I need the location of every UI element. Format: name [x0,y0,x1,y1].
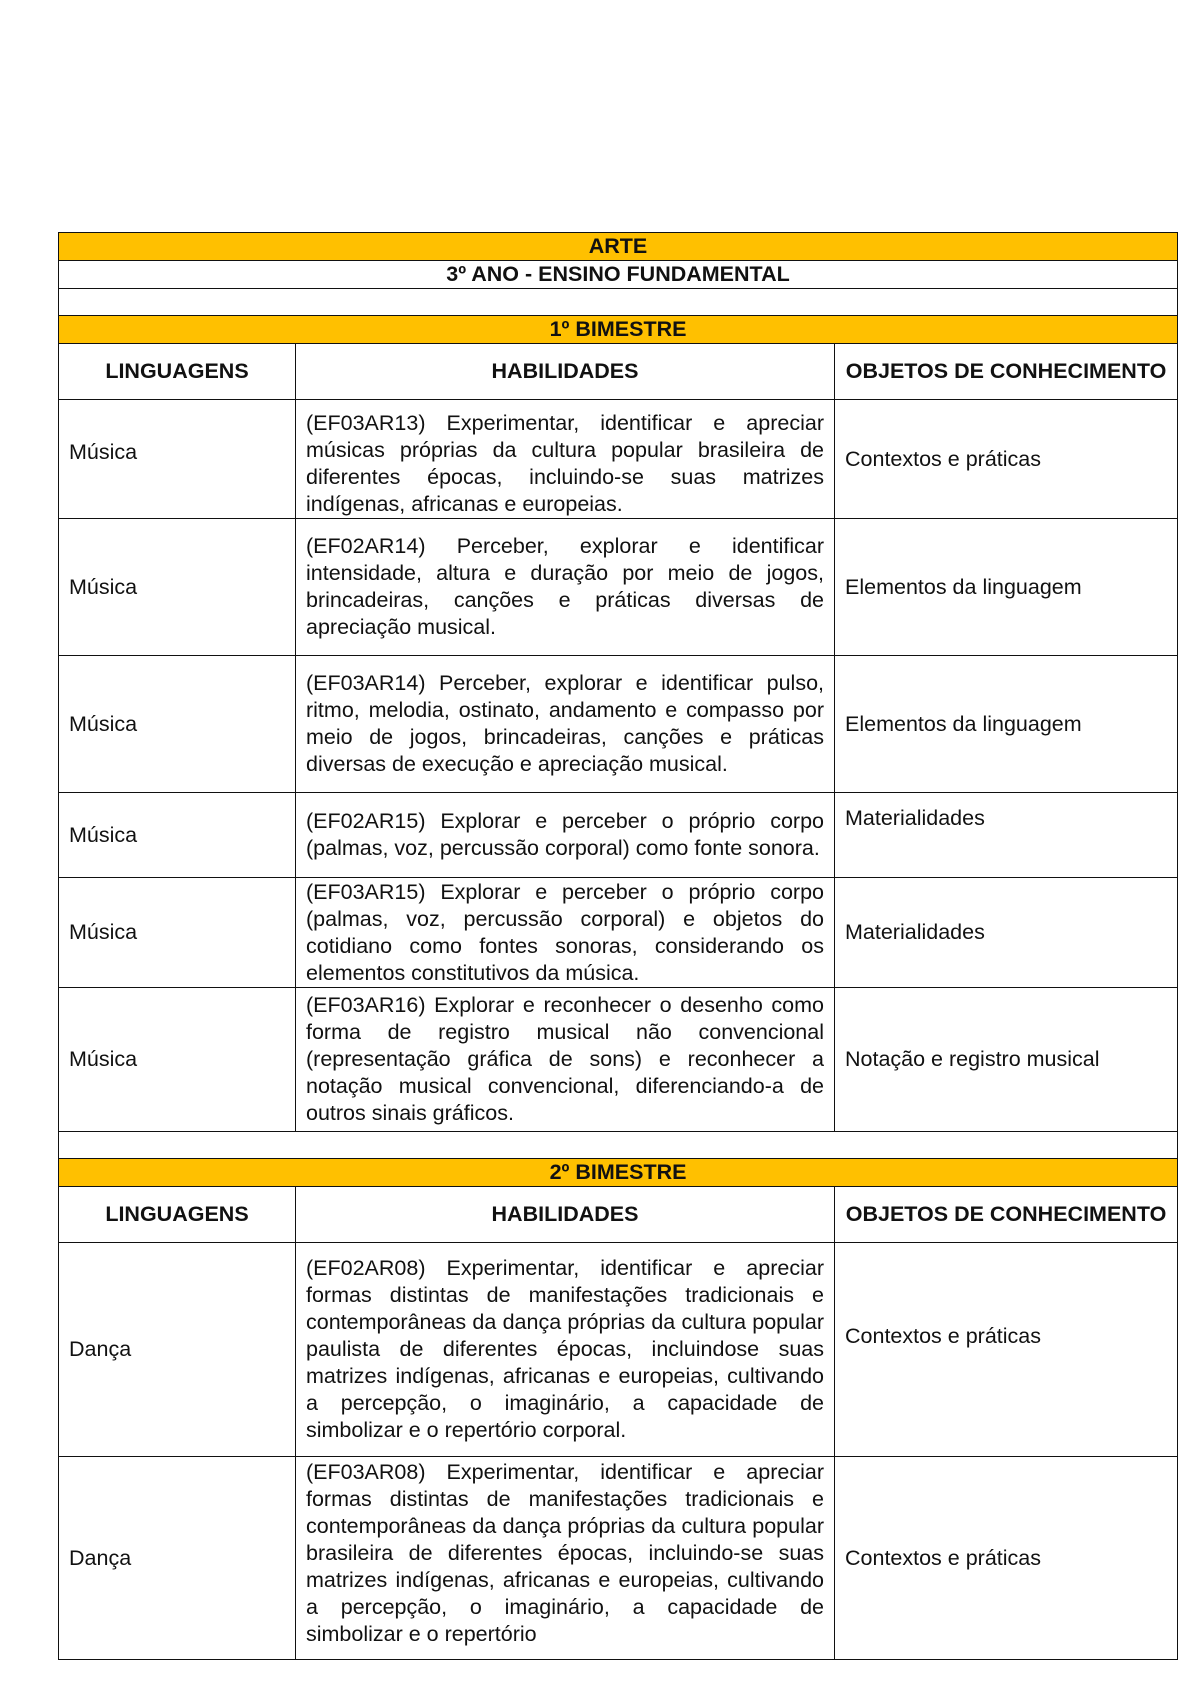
language-cell: Música [59,793,296,878]
grade-title: 3º ANO - ENSINO FUNDAMENTAL [59,261,1178,289]
table-row [59,988,1178,1132]
skill-cell: (EF02AR14) Perceber, explorar e identificar intensidade, altura e duração por meio de jogos, brincadeiras, canções e práticas diversas de apreciação musical. [296,519,835,656]
table-row [59,793,1178,878]
language-cell: Música [59,519,296,656]
table-row [59,656,1178,793]
object-cell: Contextos e práticas [835,400,1178,519]
language-cell: Música [59,878,296,988]
language-cell: Dança [59,1457,296,1660]
subject-row [59,233,1178,261]
language-cell: Música [59,988,296,1132]
object-cell: Elementos da linguagem [835,656,1178,793]
col-header-objects: OBJETOS DE CONHECIMENTO [835,344,1178,400]
table-row [59,1243,1178,1457]
column-header-row [59,1187,1178,1243]
subject-title: ARTE [59,233,1178,261]
section-header-row [59,316,1178,344]
skill-cell: (EF03AR15) Explorar e perceber o próprio corpo (palmas, voz, percussão corporal) e objetos do cotidiano como fontes sonoras, considerando os elementos constitutivos da música. [296,878,835,988]
skill-cell: (EF03AR13) Experimentar, identificar e apreciar músicas próprias da cultura popular brasileira de diferentes épocas, incluindo-se suas matrizes indígenas, africanas e europeias. [296,400,835,519]
language-cell: Dança [59,1243,296,1457]
column-header-row [59,344,1178,400]
table-row [59,1457,1178,1660]
object-cell: Materialidades [835,878,1178,988]
col-header-languages: LINGUAGENS [59,1187,296,1243]
skill-cell: (EF03AR16) Explorar e reconhecer o desenho como forma de registro musical não convencional (representação gráfica de sons) e reconhecer a notação musical convencional, diferenciando-a de outros sinais gráficos. [296,988,835,1132]
skill-cell: (EF02AR15) Explorar e perceber o próprio corpo (palmas, voz, percussão corporal) como fonte sonora. [296,793,835,878]
object-cell: Elementos da linguagem [835,519,1178,656]
object-cell: Contextos e práticas [835,1457,1178,1660]
language-cell: Música [59,400,296,519]
section-title: 2º BIMESTRE [59,1159,1178,1187]
skill-cell: (EF03AR14) Perceber, explorar e identificar pulso, ritmo, melodia, ostinato, andamento e compasso por meio de jogos, brincadeiras, canções e práticas diversas de execução e apreciação musical. [296,656,835,793]
object-cell: Contextos e práticas [835,1243,1178,1457]
section-title: 1º BIMESTRE [59,316,1178,344]
col-header-skills: HABILIDADES [296,1187,835,1243]
col-header-skills: HABILIDADES [296,344,835,400]
spacer-row [59,289,1178,316]
grade-row [59,261,1178,289]
table-row [59,878,1178,988]
object-cell: Notação e registro musical [835,988,1178,1132]
skill-cell: (EF02AR08) Experimentar, identificar e apreciar formas distintas de manifestações tradicionais e contemporâneas da dança próprias da cultura popular paulista de diferentes épocas, incluindose suas matrizes indígenas, africanas e europeias, cultivando a percepção, o imaginário, a capacidade de simbolizar e o repertório corporal. [296,1243,835,1457]
skill-cell: (EF03AR08) Experimentar, identificar e apreciar formas distintas de manifestações tradicionais e contemporâneas da dança próprias da cultura popular brasileira de diferentes épocas, incluindo-se suas matrizes indígenas, africanas e europeias, cultivando a percepção, o imaginário, a capacidade de simbolizar e o repertório [296,1457,835,1660]
curriculum-table [58,232,1178,1660]
object-cell: Materialidades [835,793,1178,878]
col-header-objects: OBJETOS DE CONHECIMENTO [835,1187,1178,1243]
table-row [59,400,1178,519]
spacer-row [59,1132,1178,1159]
col-header-languages: LINGUAGENS [59,344,296,400]
language-cell: Música [59,656,296,793]
table-row [59,519,1178,656]
section-header-row [59,1159,1178,1187]
